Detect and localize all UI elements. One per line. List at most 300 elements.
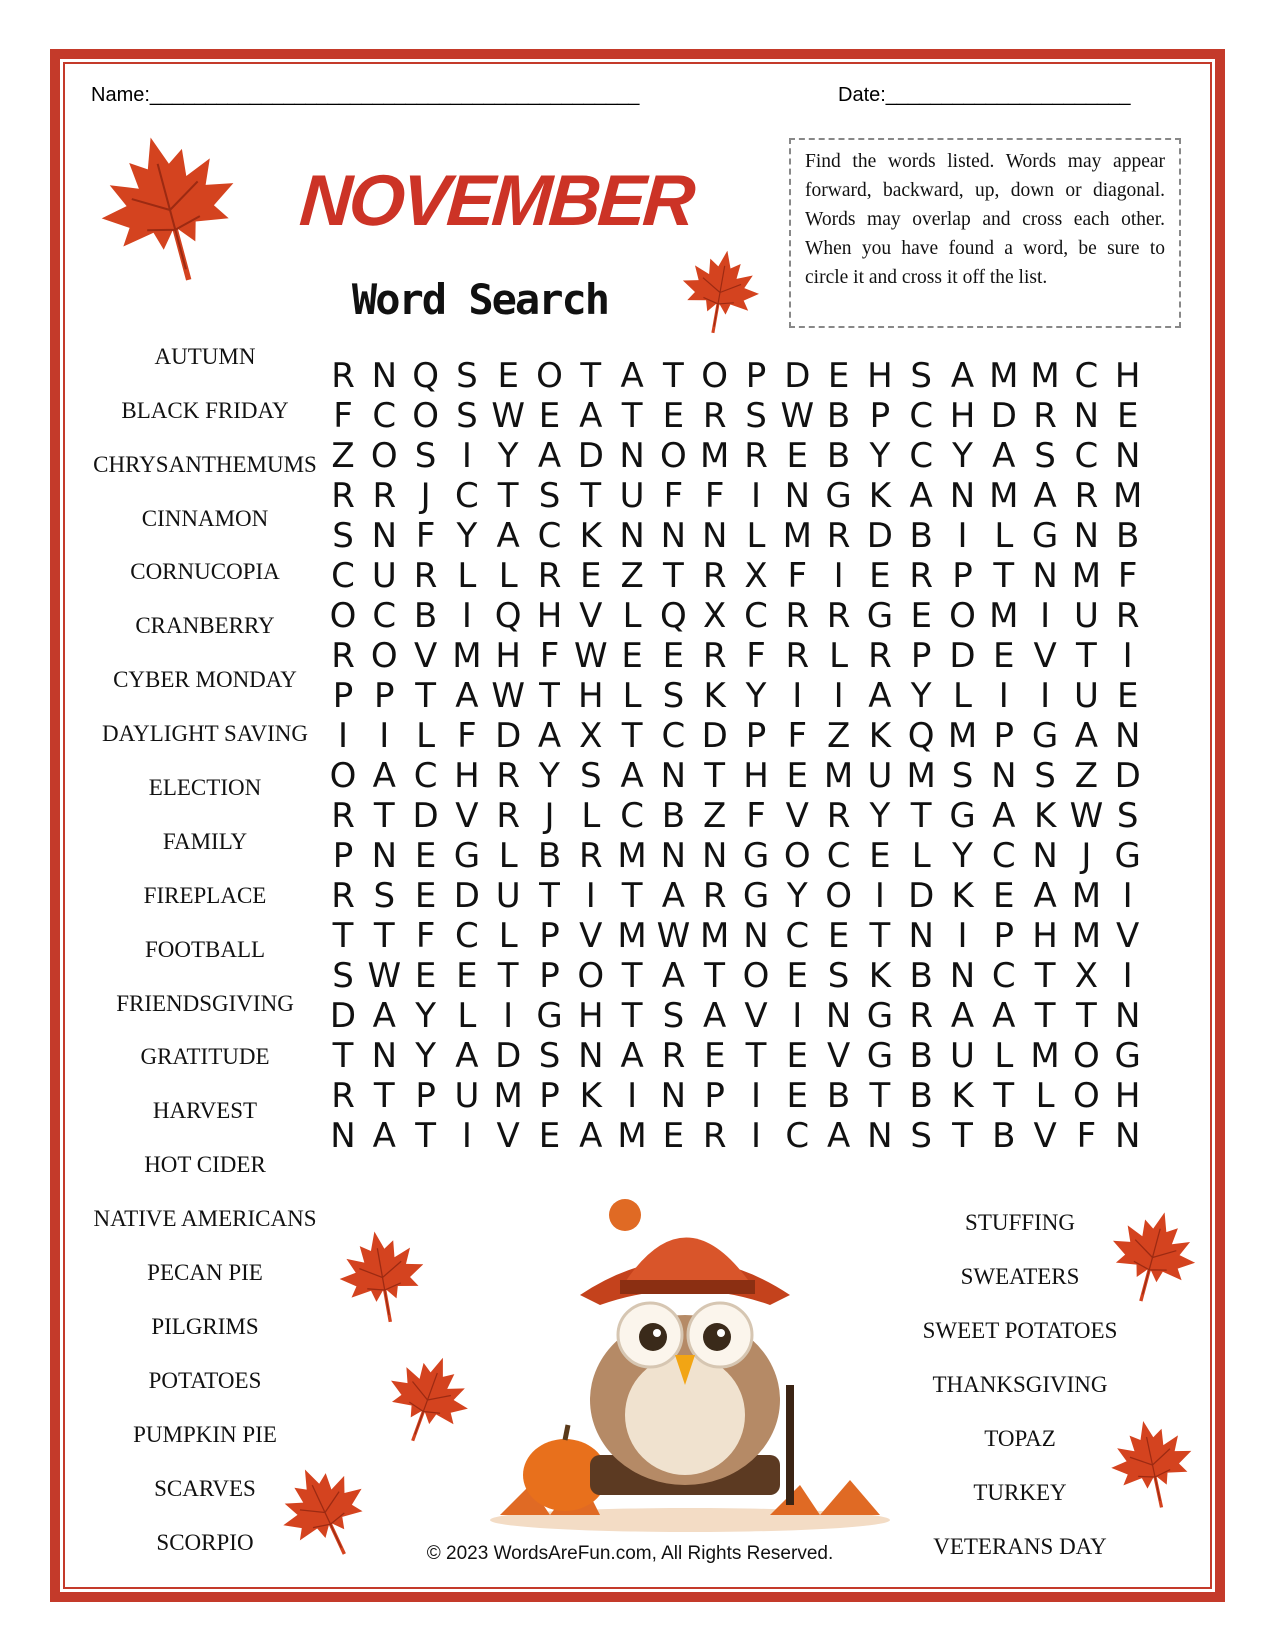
grid-letter[interactable]: S xyxy=(910,356,932,396)
grid-letter[interactable]: R xyxy=(1115,596,1140,636)
grid-letter[interactable]: L xyxy=(746,516,766,556)
grid-letter[interactable]: I xyxy=(833,556,844,596)
grid-letter[interactable]: P xyxy=(910,636,932,676)
grid-letter[interactable]: A xyxy=(455,676,479,716)
grid-letter[interactable]: Q xyxy=(660,596,687,636)
grid-letter[interactable]: M xyxy=(1071,916,1102,956)
grid-letter[interactable]: E xyxy=(827,916,850,956)
grid-letter[interactable]: S xyxy=(538,1036,561,1076)
grid-letter[interactable]: M xyxy=(617,916,647,956)
grid-letter[interactable]: I xyxy=(792,676,803,716)
grid-letter[interactable]: I xyxy=(1040,596,1051,636)
grid-letter[interactable]: E xyxy=(662,636,685,676)
date-field[interactable]: Date:______________________ xyxy=(838,84,1131,106)
grid-letter[interactable]: N xyxy=(1114,716,1141,756)
grid-letter[interactable]: N xyxy=(371,1036,398,1076)
grid-letter[interactable]: L xyxy=(994,516,1014,556)
grid-letter[interactable]: P xyxy=(993,716,1015,756)
grid-letter[interactable]: N xyxy=(784,476,811,516)
grid-letter[interactable]: S xyxy=(538,476,561,516)
grid-letter[interactable]: Q xyxy=(907,716,935,756)
grid-letter[interactable]: T xyxy=(332,1036,354,1076)
grid-letter[interactable]: F xyxy=(415,916,436,956)
grid-letter[interactable]: Z xyxy=(703,796,727,836)
grid-letter[interactable]: L xyxy=(994,1036,1014,1076)
grid-letter[interactable]: L xyxy=(457,556,477,596)
grid-letter[interactable]: A xyxy=(620,1036,644,1076)
grid-letter[interactable]: G xyxy=(866,596,894,636)
grid-letter[interactable]: L xyxy=(416,716,436,756)
grid-letter[interactable]: G xyxy=(1031,716,1059,756)
grid-letter[interactable]: A xyxy=(703,996,727,1036)
grid-letter[interactable]: D xyxy=(990,396,1017,436)
grid-letter[interactable]: I xyxy=(461,596,472,636)
grid-letter[interactable]: L xyxy=(622,596,642,636)
grid-letter[interactable]: A xyxy=(992,436,1016,476)
grid-letter[interactable]: O xyxy=(825,876,852,916)
grid-letter[interactable]: D xyxy=(908,876,935,916)
grid-letter[interactable]: T xyxy=(1076,996,1097,1036)
grid-letter[interactable]: B xyxy=(992,1116,1016,1156)
grid-letter[interactable]: S xyxy=(580,756,602,796)
grid-letter[interactable]: T xyxy=(1034,996,1056,1036)
grid-letter[interactable]: N xyxy=(701,516,728,556)
grid-letter[interactable]: N xyxy=(991,756,1017,796)
grid-letter[interactable]: S xyxy=(1116,796,1139,836)
grid-letter[interactable]: N xyxy=(371,516,398,556)
grid-letter[interactable]: C xyxy=(744,596,768,636)
grid-letter[interactable]: F xyxy=(1076,1116,1097,1156)
grid-letter[interactable]: T xyxy=(621,956,643,996)
grid-letter[interactable]: A xyxy=(496,516,520,556)
grid-letter[interactable]: R xyxy=(868,636,892,676)
grid-letter[interactable]: D xyxy=(949,636,976,676)
grid-letter[interactable]: L xyxy=(498,556,518,596)
grid-letter[interactable]: Y xyxy=(415,1036,436,1076)
grid-letter[interactable]: U xyxy=(1073,596,1099,636)
grid-letter[interactable]: V xyxy=(1116,916,1140,956)
grid-letter[interactable]: S xyxy=(662,996,685,1036)
grid-letter[interactable]: M xyxy=(1071,876,1102,916)
grid-letter[interactable]: A xyxy=(909,476,933,516)
grid-letter[interactable]: N xyxy=(619,436,645,476)
grid-letter[interactable]: E xyxy=(993,636,1015,676)
grid-letter[interactable]: G xyxy=(949,796,976,836)
grid-letter[interactable]: E xyxy=(1116,676,1139,716)
grid-letter[interactable]: W xyxy=(1069,796,1104,836)
grid-letter[interactable]: D xyxy=(577,436,604,476)
grid-letter[interactable]: H xyxy=(949,396,976,436)
name-field[interactable]: Name:____________________________________________ xyxy=(91,84,640,106)
grid-letter[interactable]: C xyxy=(1074,356,1099,396)
grid-letter[interactable]: M xyxy=(1113,476,1143,516)
grid-letter[interactable]: C xyxy=(1074,436,1099,476)
grid-letter[interactable]: V xyxy=(1033,636,1057,676)
grid-letter[interactable]: E xyxy=(993,876,1015,916)
grid-letter[interactable]: R xyxy=(909,996,933,1036)
grid-letter[interactable]: G xyxy=(742,876,770,916)
grid-letter[interactable]: O xyxy=(742,956,770,996)
grid-letter[interactable]: O xyxy=(370,436,398,476)
grid-letter[interactable]: T xyxy=(745,1036,767,1076)
grid-letter[interactable]: W xyxy=(573,636,608,676)
grid-letter[interactable]: O xyxy=(660,436,687,476)
grid-letter[interactable]: P xyxy=(415,1076,436,1116)
grid-letter[interactable]: V xyxy=(1033,1116,1057,1156)
grid-letter[interactable]: L xyxy=(457,996,477,1036)
grid-letter[interactable]: Y xyxy=(786,876,808,916)
grid-letter[interactable]: T xyxy=(993,1076,1015,1116)
grid-letter[interactable]: I xyxy=(379,716,390,756)
grid-letter[interactable]: H xyxy=(454,756,480,796)
grid-letter[interactable]: E xyxy=(910,596,932,636)
grid-letter[interactable]: H xyxy=(578,676,604,716)
grid-letter[interactable]: Y xyxy=(869,796,891,836)
grid-letter[interactable]: R xyxy=(785,596,810,636)
grid-letter[interactable]: N xyxy=(1073,396,1100,436)
grid-letter[interactable]: A xyxy=(1033,476,1057,516)
grid-letter[interactable]: U xyxy=(867,756,893,796)
grid-letter[interactable]: I xyxy=(750,1116,762,1156)
grid-letter[interactable]: M xyxy=(493,1076,523,1116)
grid-letter[interactable]: E xyxy=(580,556,602,596)
grid-letter[interactable]: M xyxy=(452,636,482,676)
grid-letter[interactable]: U xyxy=(1073,676,1099,716)
grid-letter[interactable]: N xyxy=(743,916,769,956)
grid-letter[interactable]: A xyxy=(372,756,396,796)
grid-letter[interactable]: E xyxy=(786,756,809,796)
grid-letter[interactable]: R xyxy=(826,516,851,556)
grid-letter[interactable]: A xyxy=(537,436,562,476)
grid-letter[interactable]: E xyxy=(786,1036,809,1076)
grid-letter[interactable]: S xyxy=(456,356,478,396)
grid-letter[interactable]: N xyxy=(660,516,687,556)
grid-letter[interactable]: O xyxy=(577,956,605,996)
grid-letter[interactable]: M xyxy=(1030,356,1060,396)
grid-letter[interactable]: J xyxy=(544,796,555,836)
grid-letter[interactable]: S xyxy=(373,876,396,916)
grid-letter[interactable]: D xyxy=(866,516,893,556)
grid-letter[interactable]: O xyxy=(783,836,811,876)
grid-letter[interactable]: O xyxy=(536,356,563,396)
grid-letter[interactable]: N xyxy=(908,916,934,956)
grid-letter[interactable]: T xyxy=(663,556,684,596)
grid-letter[interactable]: T xyxy=(621,716,643,756)
grid-letter[interactable]: Y xyxy=(952,836,973,876)
grid-letter[interactable]: Y xyxy=(910,676,932,716)
grid-letter[interactable]: X xyxy=(703,596,727,636)
grid-letter[interactable]: I xyxy=(998,676,1009,716)
grid-letter[interactable]: B xyxy=(537,836,562,876)
grid-letter[interactable]: I xyxy=(957,916,968,956)
grid-letter[interactable]: H xyxy=(867,356,893,396)
grid-letter[interactable]: N xyxy=(867,1116,893,1156)
grid-letter[interactable]: F xyxy=(746,636,766,676)
grid-letter[interactable]: R xyxy=(744,436,768,476)
grid-letter[interactable]: M xyxy=(989,476,1019,516)
grid-letter[interactable]: T xyxy=(373,1076,395,1116)
grid-letter[interactable]: T xyxy=(373,916,395,956)
grid-letter[interactable]: X xyxy=(1074,956,1099,996)
grid-letter[interactable]: T xyxy=(539,876,560,916)
grid-letter[interactable]: O xyxy=(949,596,976,636)
grid-letter[interactable]: E xyxy=(703,1036,726,1076)
grid-letter[interactable]: R xyxy=(702,1116,727,1156)
grid-letter[interactable]: O xyxy=(412,396,439,436)
grid-letter[interactable]: R xyxy=(702,556,727,596)
grid-letter[interactable]: R xyxy=(413,556,438,596)
grid-letter[interactable]: A xyxy=(950,996,975,1036)
grid-letter[interactable]: T xyxy=(704,956,726,996)
grid-letter[interactable]: G xyxy=(825,476,852,516)
grid-letter[interactable]: I xyxy=(874,876,885,916)
grid-letter[interactable]: P xyxy=(539,916,560,956)
grid-letter[interactable]: S xyxy=(662,676,685,716)
grid-letter[interactable]: R xyxy=(496,796,520,836)
grid-letter[interactable]: T xyxy=(621,876,643,916)
grid-letter[interactable]: A xyxy=(620,356,644,396)
grid-letter[interactable]: K xyxy=(868,476,892,516)
grid-letter[interactable]: E xyxy=(414,956,437,996)
grid-letter[interactable]: M xyxy=(1030,1036,1060,1076)
grid-letter[interactable]: L xyxy=(498,836,518,876)
grid-letter[interactable]: F xyxy=(415,516,436,556)
grid-letter[interactable]: C xyxy=(455,916,479,956)
grid-letter[interactable]: C xyxy=(991,956,1016,996)
grid-letter[interactable]: H xyxy=(495,636,521,676)
grid-letter[interactable]: E xyxy=(497,356,519,396)
grid-letter[interactable]: F xyxy=(787,556,808,596)
grid-letter[interactable]: R xyxy=(702,396,727,436)
grid-letter[interactable]: H xyxy=(578,996,604,1036)
grid-letter[interactable]: R xyxy=(702,636,727,676)
grid-letter[interactable]: T xyxy=(910,796,932,836)
grid-letter[interactable]: V xyxy=(496,1116,520,1156)
grid-letter[interactable]: K xyxy=(703,676,726,716)
grid-letter[interactable]: A xyxy=(826,1116,851,1156)
grid-letter[interactable]: M xyxy=(782,516,812,556)
grid-letter[interactable]: N xyxy=(1032,836,1058,876)
grid-letter[interactable]: K xyxy=(579,516,602,556)
grid-letter[interactable]: P xyxy=(952,556,973,596)
grid-letter[interactable]: M xyxy=(700,436,730,476)
grid-letter[interactable]: U xyxy=(950,1036,975,1076)
grid-letter[interactable]: E xyxy=(786,1076,809,1116)
grid-letter[interactable]: N xyxy=(660,1076,687,1116)
grid-letter[interactable]: Q xyxy=(494,596,522,636)
grid-letter[interactable]: R xyxy=(331,636,355,676)
grid-letter[interactable]: U xyxy=(371,556,397,596)
grid-letter[interactable]: W xyxy=(367,956,402,996)
grid-letter[interactable]: R xyxy=(1074,476,1099,516)
grid-letter[interactable]: E xyxy=(662,396,685,436)
grid-letter[interactable]: T xyxy=(869,916,891,956)
grid-letter[interactable]: N xyxy=(949,476,976,516)
grid-letter[interactable]: A xyxy=(372,996,396,1036)
grid-letter[interactable]: W xyxy=(656,916,691,956)
grid-letter[interactable]: B xyxy=(909,956,933,996)
grid-letter[interactable]: B xyxy=(413,596,438,636)
grid-letter[interactable]: C xyxy=(785,916,810,956)
grid-letter[interactable]: C xyxy=(413,756,438,796)
grid-letter[interactable]: P xyxy=(332,836,354,876)
grid-letter[interactable]: N xyxy=(825,996,852,1036)
grid-letter[interactable]: T xyxy=(621,996,643,1036)
grid-letter[interactable]: B xyxy=(909,1036,933,1076)
grid-letter[interactable]: K xyxy=(579,1076,602,1116)
grid-letter[interactable]: S xyxy=(332,956,354,996)
grid-letter[interactable]: E xyxy=(1116,396,1139,436)
grid-letter[interactable]: E xyxy=(456,956,478,996)
grid-letter[interactable]: M xyxy=(906,756,936,796)
grid-letter[interactable]: Y xyxy=(456,516,478,556)
grid-letter[interactable]: E xyxy=(538,396,561,436)
grid-letter[interactable]: I xyxy=(792,996,803,1036)
grid-letter[interactable]: H xyxy=(1114,356,1141,396)
grid-letter[interactable]: K xyxy=(951,1076,974,1116)
grid-letter[interactable]: G xyxy=(866,1036,894,1076)
grid-letter[interactable]: O xyxy=(1073,1076,1100,1116)
grid-letter[interactable]: D xyxy=(1114,756,1141,796)
grid-letter[interactable]: R xyxy=(331,1076,355,1116)
grid-letter[interactable]: P xyxy=(745,356,767,396)
grid-letter[interactable]: T xyxy=(580,356,602,396)
grid-letter[interactable]: R xyxy=(537,556,562,596)
grid-letter[interactable]: C xyxy=(455,476,479,516)
grid-letter[interactable]: F xyxy=(333,396,353,436)
grid-letter[interactable]: Z xyxy=(331,436,355,476)
grid-letter[interactable]: L xyxy=(498,916,518,956)
grid-letter[interactable]: S xyxy=(332,516,354,556)
grid-letter[interactable]: D xyxy=(412,796,439,836)
grid-letter[interactable]: C xyxy=(826,836,851,876)
grid-letter[interactable]: E xyxy=(827,356,850,396)
grid-letter[interactable]: A xyxy=(537,716,562,756)
grid-letter[interactable]: I xyxy=(1122,956,1133,996)
grid-letter[interactable]: F xyxy=(539,636,560,676)
grid-letter[interactable]: T xyxy=(1034,956,1056,996)
grid-letter[interactable]: X xyxy=(744,556,768,596)
grid-letter[interactable]: Y xyxy=(745,676,767,716)
grid-letter[interactable]: U xyxy=(454,1076,480,1116)
grid-letter[interactable]: Y xyxy=(497,436,519,476)
grid-letter[interactable]: S xyxy=(1034,756,1056,796)
grid-letter[interactable]: T xyxy=(415,1116,436,1156)
grid-letter[interactable]: Y xyxy=(869,436,891,476)
grid-letter[interactable]: T xyxy=(373,796,395,836)
grid-letter[interactable]: M xyxy=(823,756,854,796)
grid-letter[interactable]: W xyxy=(491,676,525,716)
grid-letter[interactable]: C xyxy=(372,396,397,436)
grid-letter[interactable]: R xyxy=(785,636,810,676)
grid-letter[interactable]: C xyxy=(909,396,934,436)
grid-letter[interactable]: B xyxy=(826,396,851,436)
grid-letter[interactable]: R xyxy=(1033,396,1057,436)
grid-letter[interactable]: C xyxy=(991,836,1016,876)
grid-letter[interactable]: A xyxy=(579,396,603,436)
grid-letter[interactable]: E xyxy=(621,636,643,676)
grid-letter[interactable]: Y xyxy=(952,436,973,476)
grid-letter[interactable]: N xyxy=(1114,436,1141,476)
grid-letter[interactable]: A xyxy=(455,1036,479,1076)
grid-letter[interactable]: C xyxy=(537,516,562,556)
grid-letter[interactable]: Q xyxy=(412,356,439,396)
grid-letter[interactable]: H xyxy=(1032,916,1058,956)
grid-letter[interactable]: M xyxy=(989,596,1019,636)
grid-letter[interactable]: F xyxy=(787,716,808,756)
grid-letter[interactable]: N xyxy=(1114,1116,1141,1156)
grid-letter[interactable]: Y xyxy=(415,996,436,1036)
grid-letter[interactable]: G xyxy=(1114,836,1141,876)
grid-letter[interactable]: N xyxy=(330,1116,356,1156)
grid-letter[interactable]: E xyxy=(662,1116,685,1156)
grid-letter[interactable]: K xyxy=(951,876,974,916)
grid-letter[interactable]: N xyxy=(1114,996,1141,1036)
grid-letter[interactable]: D xyxy=(495,716,522,756)
grid-letter[interactable]: E xyxy=(414,876,437,916)
grid-letter[interactable]: D xyxy=(701,716,728,756)
grid-letter[interactable]: F xyxy=(704,476,725,516)
grid-letter[interactable]: L xyxy=(622,676,642,716)
grid-letter[interactable]: I xyxy=(461,436,472,476)
grid-letter[interactable]: T xyxy=(497,476,519,516)
grid-letter[interactable]: A xyxy=(372,1116,396,1156)
grid-letter[interactable]: T xyxy=(1076,636,1097,676)
grid-letter[interactable]: P xyxy=(869,396,891,436)
grid-letter[interactable]: N xyxy=(660,836,687,876)
grid-letter[interactable]: J xyxy=(1081,836,1092,876)
grid-letter[interactable]: Z xyxy=(620,556,644,596)
grid-letter[interactable]: O xyxy=(701,356,729,396)
grid-letter[interactable]: I xyxy=(833,676,844,716)
grid-letter[interactable]: N xyxy=(371,836,398,876)
grid-letter[interactable]: S xyxy=(414,436,437,476)
grid-letter[interactable]: L xyxy=(953,676,972,716)
grid-letter[interactable]: G xyxy=(866,996,894,1036)
grid-letter[interactable]: A xyxy=(1033,876,1057,916)
grid-letter[interactable]: T xyxy=(993,556,1015,596)
grid-letter[interactable]: C xyxy=(909,436,934,476)
grid-letter[interactable]: E xyxy=(538,1116,561,1156)
grid-letter[interactable]: R xyxy=(331,356,355,396)
grid-letter[interactable]: A xyxy=(950,356,975,396)
grid-letter[interactable]: C xyxy=(331,556,355,596)
grid-letter[interactable]: T xyxy=(621,396,643,436)
grid-letter[interactable]: L xyxy=(1035,1076,1055,1116)
grid-letter[interactable]: M xyxy=(947,716,978,756)
grid-letter[interactable]: I xyxy=(1122,876,1133,916)
grid-letter[interactable]: S xyxy=(1034,436,1056,476)
grid-letter[interactable]: G xyxy=(1031,516,1059,556)
grid-letter[interactable]: P xyxy=(704,1076,725,1116)
grid-letter[interactable]: V xyxy=(579,596,603,636)
grid-letter[interactable]: M xyxy=(617,836,647,876)
grid-letter[interactable]: N xyxy=(701,836,728,876)
grid-letter[interactable]: C xyxy=(661,716,686,756)
grid-letter[interactable]: B xyxy=(909,1076,933,1116)
grid-letter[interactable]: T xyxy=(332,916,354,956)
grid-letter[interactable]: L xyxy=(581,796,601,836)
grid-letter[interactable]: O xyxy=(329,756,357,796)
grid-letter[interactable]: G xyxy=(742,836,770,876)
grid-letter[interactable]: B xyxy=(826,1076,851,1116)
grid-letter[interactable]: F xyxy=(663,476,684,516)
grid-letter[interactable]: I xyxy=(461,1116,472,1156)
grid-letter[interactable]: N xyxy=(371,356,398,396)
grid-letter[interactable]: T xyxy=(869,1076,891,1116)
grid-letter[interactable]: A xyxy=(868,676,892,716)
grid-letter[interactable]: E xyxy=(869,556,891,596)
